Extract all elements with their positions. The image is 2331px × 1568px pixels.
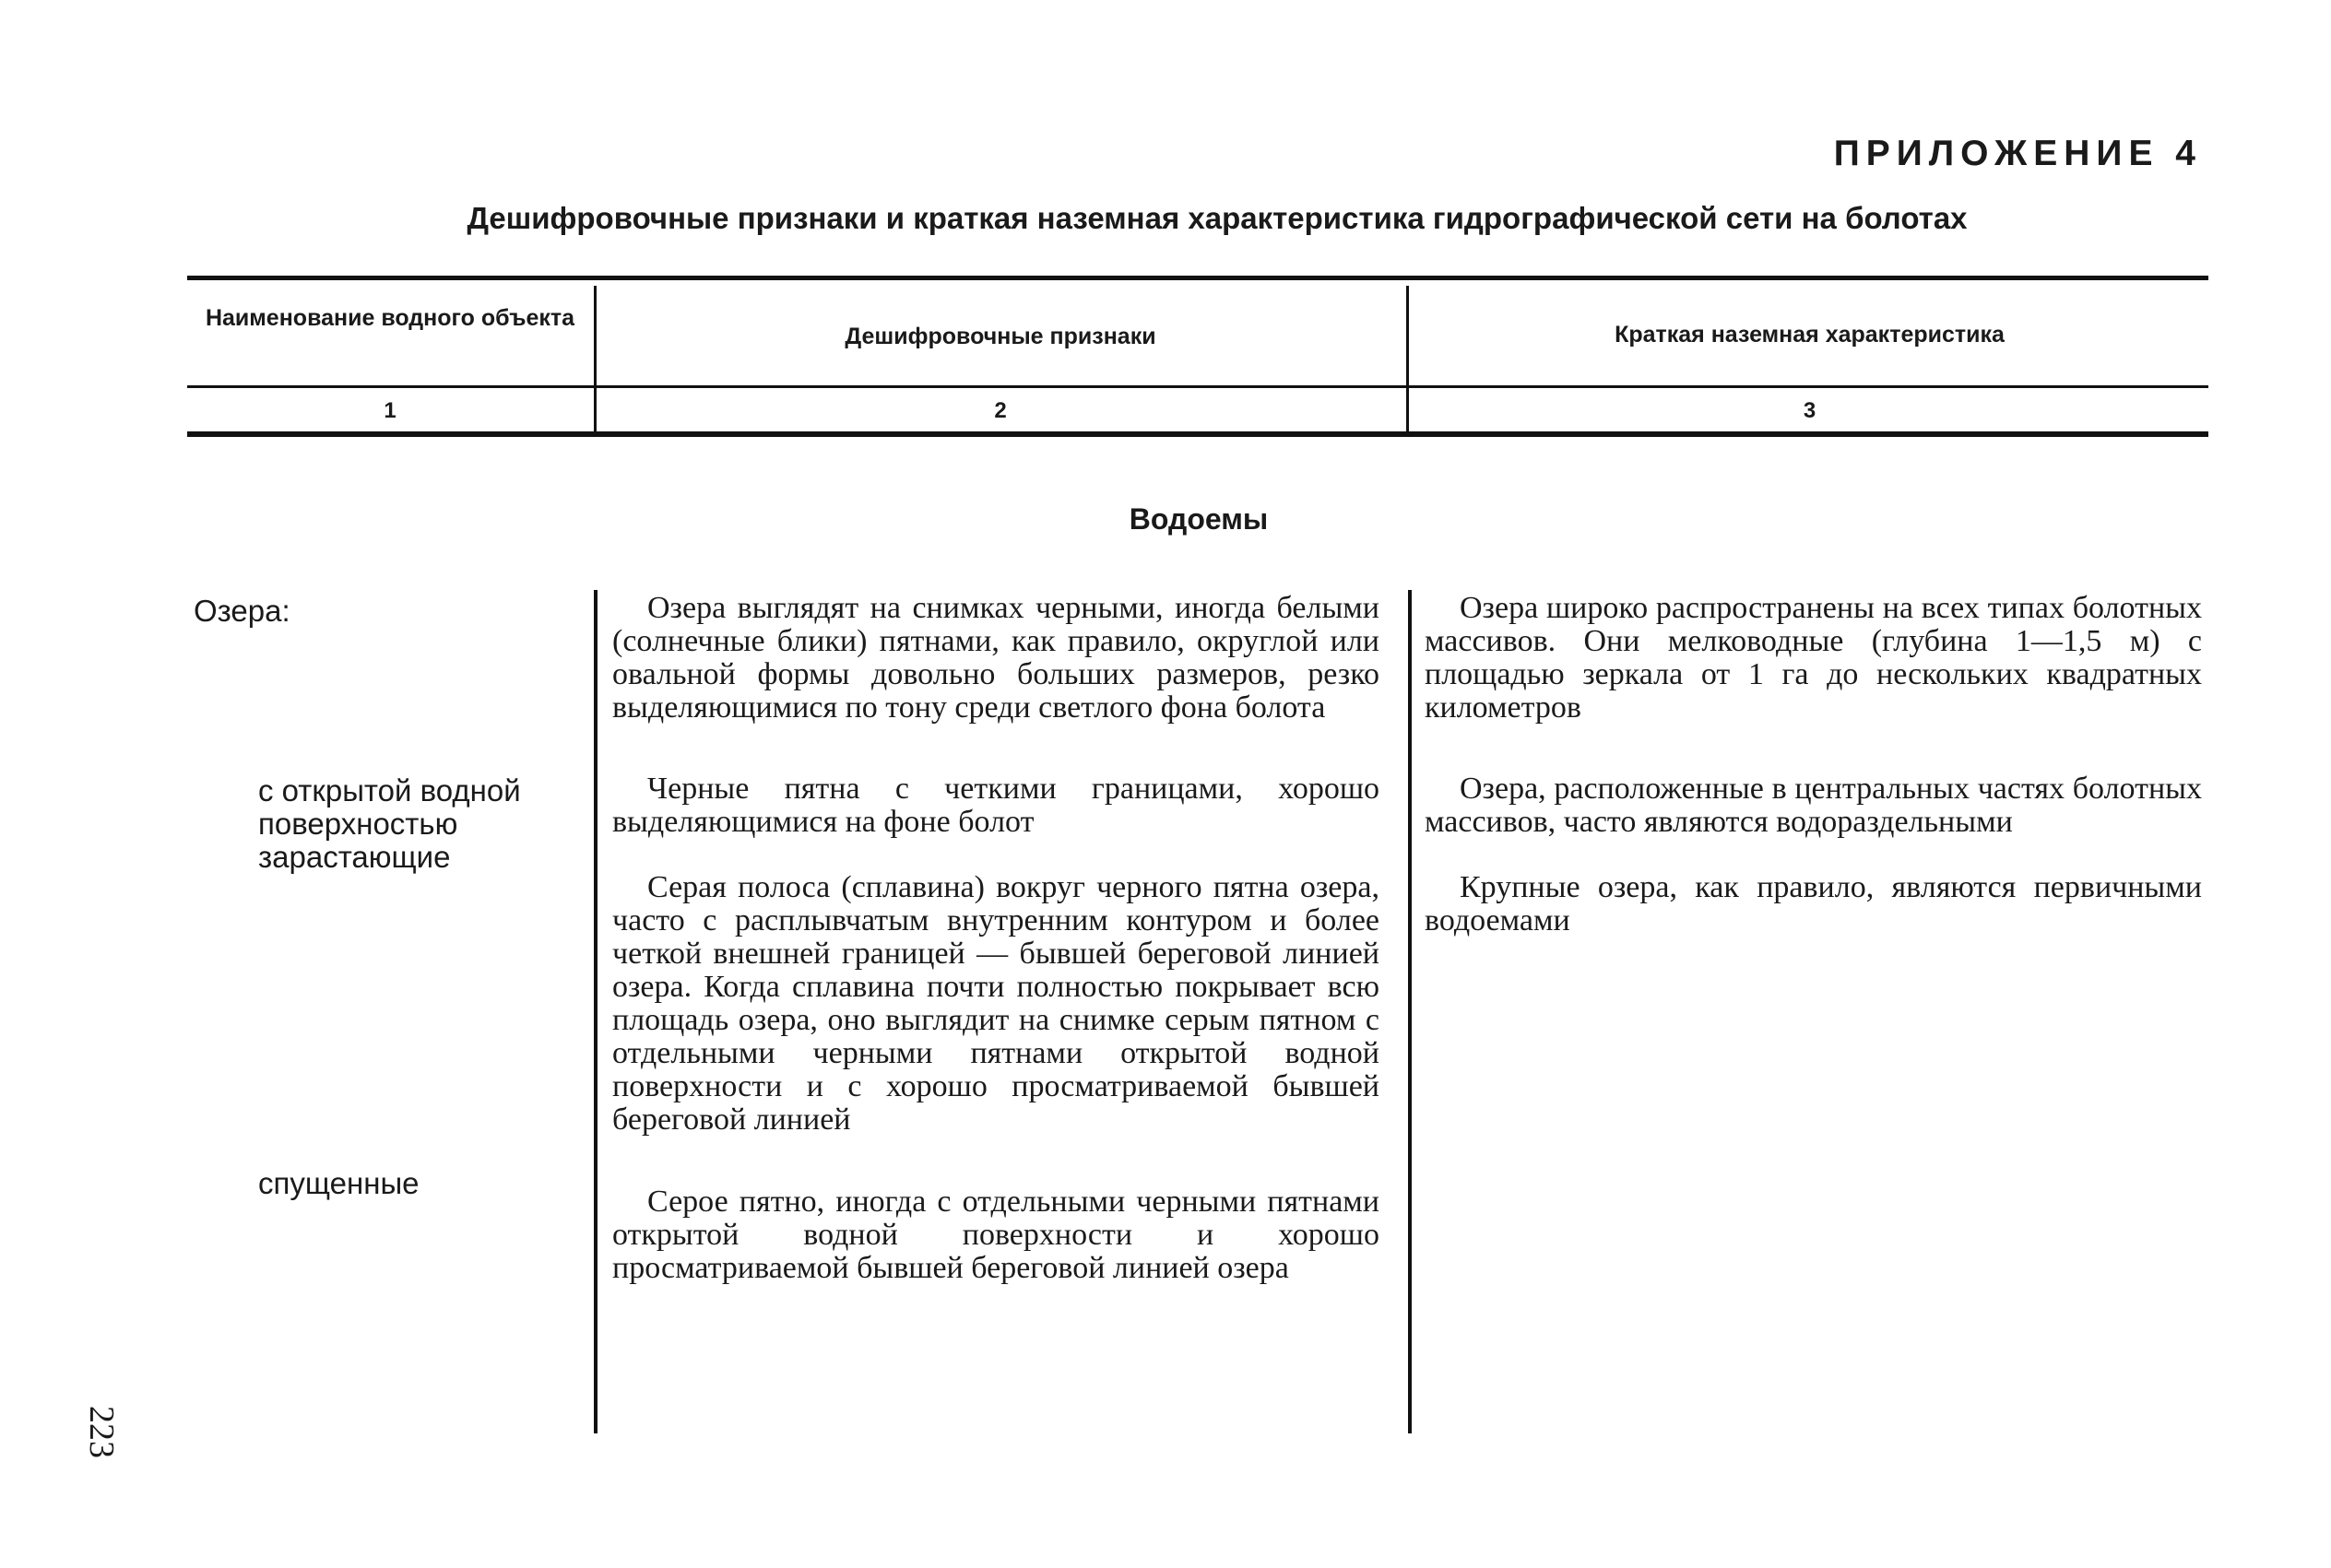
page-title: Дешифровочные признаки и краткая наземная характеристика гидрографической сети на болотах	[467, 201, 1968, 235]
table-top-rule	[187, 276, 2208, 280]
category-lakes: Озера:	[194, 594, 290, 628]
characteristics-large: Крупные озера, как правило, являются первичными водоемами	[1425, 870, 2202, 937]
page-number: 223	[82, 1406, 121, 1458]
header-num-3: 3	[1803, 398, 1816, 423]
signs-lakes: Озера выглядят на снимках черными, иногда белыми (солнечные блики) пятнами, как правило, округлой или овальной формы довольно больших размеров, резко выделяющимися по тону среди светлого фона болота	[612, 591, 1379, 725]
appendix-label: ПРИЛОЖЕНИЕ 4	[1833, 134, 2202, 173]
body-divider-1	[594, 590, 598, 1433]
table-numbers-rule	[187, 431, 2208, 437]
header-col-characteristics: Краткая наземная характеристика	[1615, 322, 2005, 348]
category-drained: спущенные	[258, 1166, 420, 1200]
characteristics-lakes: Озера широко распространены на всех типах болотных массивов. Они мелководные (глубина 1—1,5 м) с площадью зеркала от 1 га до нескольких квадратных километров	[1425, 591, 2202, 725]
category-open-surface: с открытой водной поверхностью	[258, 773, 521, 841]
section-title: Водоемы	[1129, 502, 1269, 536]
signs-drained: Серое пятно, иногда с отдельными черными пятнами открытой водной поверхности и хорошо просматриваемой бывшей береговой линией озера	[612, 1185, 1379, 1285]
category-overgrowing: зарастающие	[258, 840, 451, 874]
signs-overgrowing: Серая полоса (сплавина) вокруг черного пятна озера, часто с расплывчатым внутренним контуром и более четкой внешней границей — бывшей береговой линией озера. Когда сплавина почти полностью покрывает всю площадь озера, оно выглядит на снимке серым пятном с отдельными черными пятнами открытой водной поверхности и с хорошо просматриваемой бывшей береговой линией	[612, 870, 1379, 1137]
header-divider-1	[594, 286, 597, 431]
header-col-name: Наименование водного объекта	[205, 305, 575, 331]
characteristics-central: Озера, расположенные в центральных частях болотных массивов, часто являются водораздельными	[1425, 772, 2202, 839]
header-col-signs: Дешифровочные признаки	[845, 324, 1156, 349]
header-num-2: 2	[994, 398, 1007, 423]
signs-open-surface: Черные пятна с четкими границами, хорошо выделяющимися на фоне болот	[612, 772, 1379, 839]
header-num-1: 1	[384, 398, 396, 423]
body-divider-2	[1408, 590, 1412, 1433]
header-divider-2	[1406, 286, 1409, 431]
table-header-rule	[187, 385, 2208, 388]
